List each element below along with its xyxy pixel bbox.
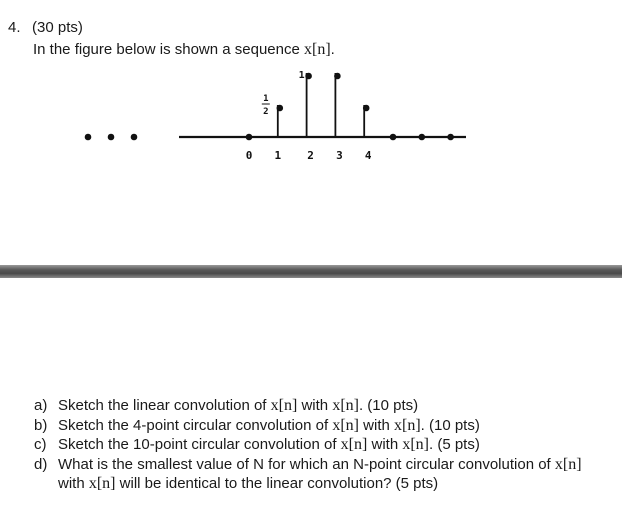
- part-c-letter: c): [34, 436, 47, 453]
- part-d-letter: d): [34, 455, 48, 473]
- part-d-math1: x[n]: [554, 455, 582, 473]
- part-a-text3: . (10 pts): [358, 397, 419, 414]
- part-a: [34, 396, 582, 416]
- intro-text: In the figure below is shown a sequence: [33, 41, 300, 58]
- problem-points: (30 pts): [32, 19, 83, 36]
- part-b: [34, 416, 582, 436]
- part-b-text3: . (10 pts): [420, 416, 480, 434]
- intro-math: x[n]: [304, 41, 331, 58]
- annotation-half-numerator: 1: [263, 94, 269, 104]
- part-c-text3: . (5 pts): [428, 436, 480, 453]
- part-a-math1: x[n]: [270, 397, 298, 414]
- part-a-text1: Sketch the linear convolution of: [58, 397, 271, 414]
- part-d-text3: will be identical to the linear convolution? (5 pts): [115, 475, 439, 492]
- tick-label-4: 4: [364, 149, 372, 162]
- part-d-text2: with: [58, 475, 89, 492]
- part-d-math2: x[n]: [88, 475, 116, 492]
- sequence-stem-plot: [0, 0, 622, 200]
- part-c-text2: with: [367, 436, 403, 453]
- part-b-math1: x[n]: [332, 416, 359, 434]
- section-divider: [0, 265, 622, 278]
- part-c-text1: Sketch the 10-point circular convolution of: [58, 436, 341, 453]
- stem-marker-n5: [390, 134, 397, 141]
- stem-marker-n7: [447, 134, 454, 141]
- stem-marker-n-5: [131, 134, 138, 141]
- stem-marker-n-7: [85, 134, 92, 141]
- intro-end: .: [330, 41, 335, 58]
- part-d-text1: What is the smallest value of N for which an N-point circular convolution of: [58, 455, 555, 473]
- stem-marker-n0: [246, 134, 253, 141]
- part-d-continued: [34, 474, 582, 494]
- tick-label-2: 2: [307, 149, 314, 162]
- part-c-math1: x[n]: [340, 436, 368, 453]
- part-a-math2: x[n]: [332, 397, 359, 414]
- problem-number: 4.: [8, 19, 21, 36]
- part-b-letter: b): [34, 416, 48, 434]
- tick-label-0: 0: [245, 149, 253, 162]
- stem-layer: [85, 73, 466, 141]
- stem-marker-n2: [305, 73, 312, 80]
- stem-marker-n1: [277, 105, 284, 112]
- part-a-text2: with: [297, 397, 333, 414]
- part-c-math2: x[n]: [402, 436, 429, 453]
- stem-marker-n4: [363, 105, 370, 112]
- part-c: [34, 435, 582, 455]
- stem-marker-n6: [419, 134, 426, 141]
- label-layer: [246, 70, 372, 162]
- part-b-text1: Sketch the 4-point circular convolution of: [58, 416, 333, 434]
- question-parts: [34, 396, 582, 494]
- stem-marker-n-6: [108, 134, 115, 141]
- tick-label-1: 1: [274, 149, 282, 162]
- stem-marker-n3: [334, 73, 341, 80]
- annotation-one: 1: [298, 70, 305, 81]
- part-b-text2: with: [358, 416, 394, 434]
- part-b-math2: x[n]: [394, 416, 421, 434]
- tick-label-3: 3: [336, 149, 343, 162]
- part-a-letter: a): [34, 397, 48, 414]
- annotation-half-denominator: 2: [263, 107, 269, 117]
- part-d: [34, 455, 582, 475]
